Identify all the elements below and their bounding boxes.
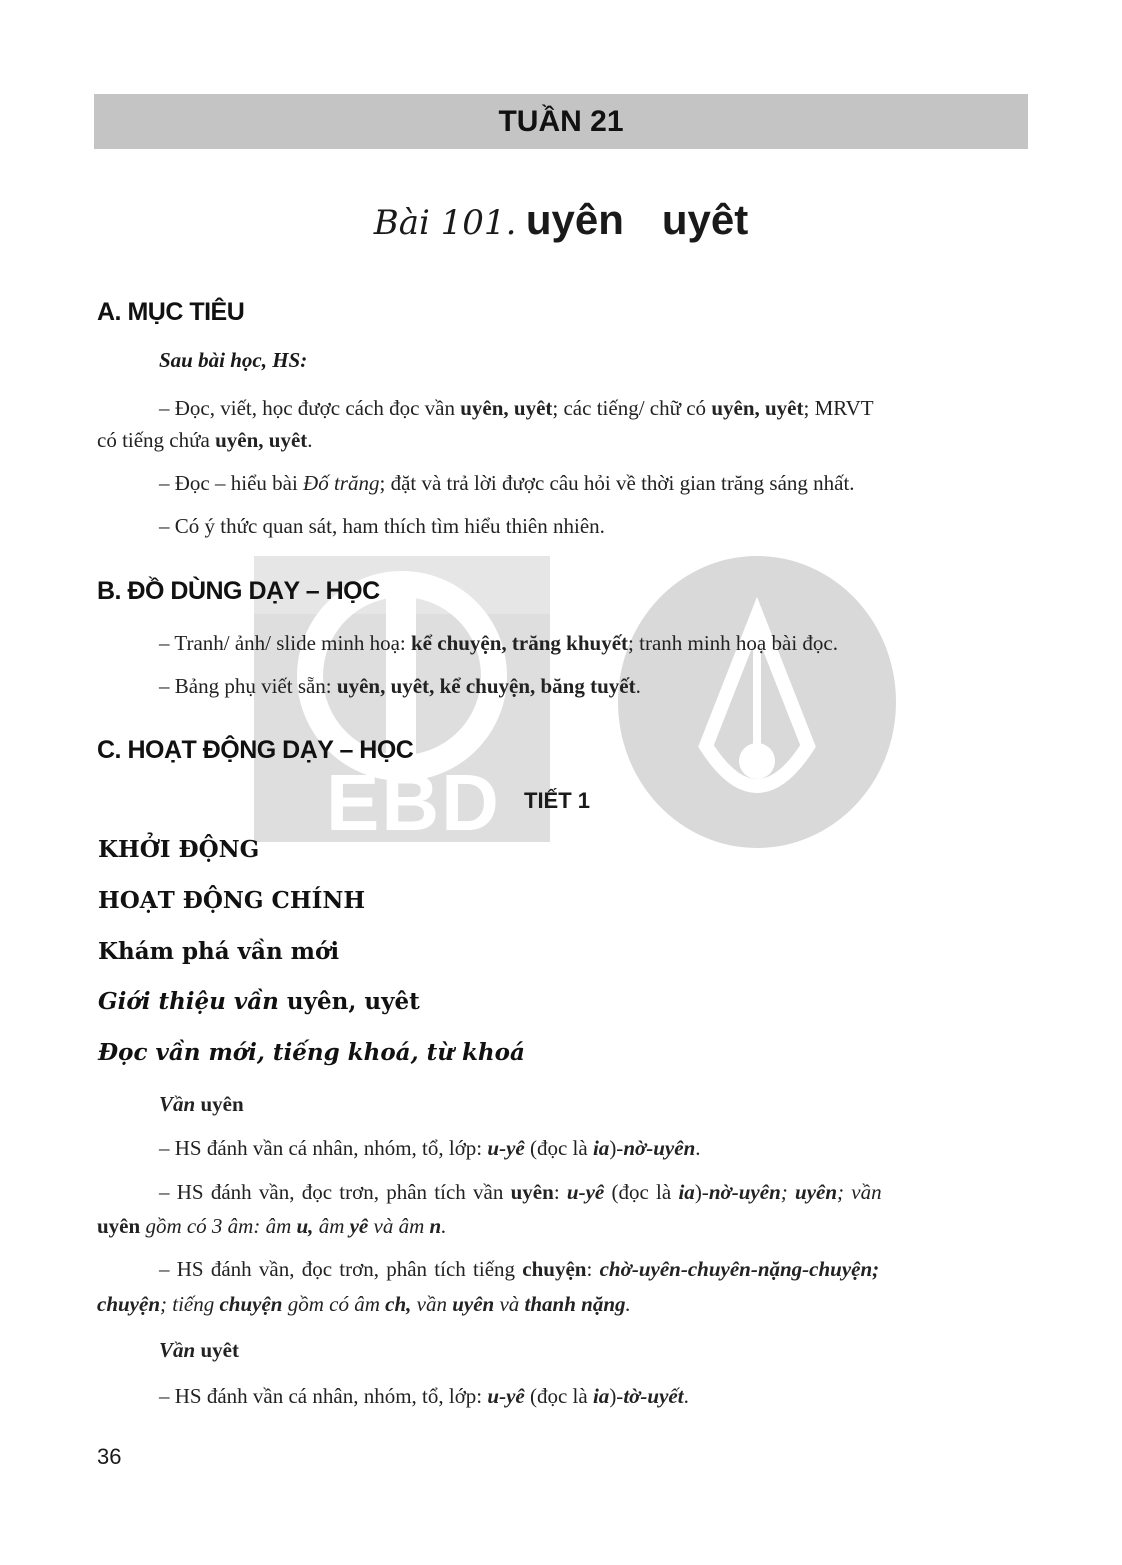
- uyen-step-2-line-2: uyên gồm có 3 âm: âm u, âm yê và âm n.: [97, 1214, 447, 1238]
- uyet-step-1: – HS đánh vần cá nhân, nhóm, tổ, lớp: u-yê (đọc là ia)-tờ-uyết.: [159, 1384, 689, 1408]
- material-1: – Tranh/ ảnh/ slide minh hoạ: kể chuyện, trăng khuyết; tranh minh hoạ bài đọc.: [159, 631, 838, 655]
- lesson-rhyme-1: uyên: [525, 196, 624, 243]
- uyen-step-3-line-2: chuyện; tiếng chuyện gồm có âm ch, vần uyên và thanh nặng.: [97, 1292, 631, 1316]
- uyen-step-2-line-1: – HS đánh vần, đọc trơn, phân tích vần uyên: u-yê (đọc là ia)-nờ-uyên; uyên; vần: [159, 1180, 882, 1204]
- lesson-rhyme-2: uyêt: [661, 196, 749, 243]
- week-title: TUẦN 21: [498, 105, 624, 138]
- section-a-heading: A. MỤC TIÊU: [97, 298, 245, 326]
- page-number: 36: [97, 1444, 122, 1469]
- uyen-step-1: – HS đánh vần cá nhân, nhóm, tổ, lớp: u-yê (đọc là ia)-nờ-uyên.: [159, 1136, 701, 1160]
- rhyme-uyet-label: Vần uyêt: [159, 1338, 239, 1362]
- material-2: – Bảng phụ viết sẵn: uyên, uyêt, kể chuyện, băng tuyết.: [159, 674, 641, 698]
- lesson-number: Bài 101.: [373, 203, 517, 243]
- objective-1-line-1: – Đọc, viết, học được cách đọc vần uyên, uyêt; các tiếng/ chữ có uyên, uyêt; MRVT: [159, 396, 874, 420]
- section-a-intro: Sau bài học, HS:: [159, 348, 308, 372]
- section-b-heading: B. ĐỒ DÙNG DẠY – HỌC: [97, 577, 380, 605]
- lesson-title: [94, 196, 1028, 244]
- main-activity-heading: HOẠT ĐỘNG CHÍNH: [98, 887, 366, 914]
- objective-3: – Có ý thức quan sát, ham thích tìm hiểu thiên nhiên.: [159, 514, 605, 538]
- watermark-ebd-text: EBD: [326, 758, 501, 847]
- section-c-heading: C. HOẠT ĐỘNG DẠY – HỌC: [97, 736, 414, 764]
- objective-2: – Đọc – hiểu bài Đố trăng; đặt và trả lời được câu hỏi về thời gian trăng sáng nhất.: [159, 471, 855, 495]
- discover-heading: Khám phá vần mới: [98, 938, 340, 965]
- period-label: TIẾT 1: [524, 788, 591, 813]
- objective-1-line-2: có tiếng chứa uyên, uyêt.: [97, 428, 313, 452]
- introduce-rhyme-heading: Giới thiệu vần uyên, uyêt: [98, 988, 420, 1015]
- watermark-pen-nib-icon: [618, 556, 896, 848]
- read-new-rhyme-heading: Đọc vần mới, tiếng khoá, từ khoá: [98, 1039, 525, 1066]
- warm-up-heading: KHỞI ĐỘNG: [98, 836, 260, 863]
- uyen-step-3-line-1: – HS đánh vần, đọc trơn, phân tích tiếng chuyện: chờ-uyên-chuyên-nặng-chuyện;: [159, 1257, 880, 1281]
- rhyme-uyen-label: Vần uyên: [159, 1092, 244, 1116]
